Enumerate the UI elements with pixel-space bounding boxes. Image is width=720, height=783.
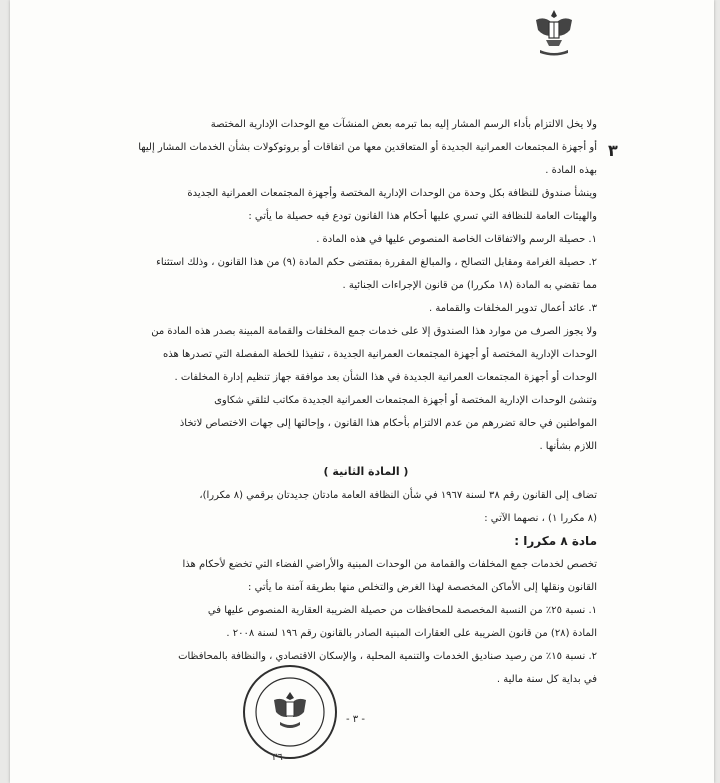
paragraph-4 (135, 389, 597, 458)
side-annotation: ٣ (608, 141, 618, 160)
article-two-heading: ( المادة الثانية ) (323, 465, 409, 478)
list-item: مما تقضي به المادة (١٨ مكررا) من قانون الإجراءات الجنائية . (342, 280, 597, 291)
paragraph-6 (135, 553, 597, 599)
text-line: المواطنين في حالة تضررهم من عدم الالتزام بأحكام هذا القانون ، وإحالتها إلى جهات الاختصاص لاتخاذ (179, 418, 597, 429)
article-8-bis-heading: مادة ٨ مكررا : (514, 534, 597, 548)
text-line: والهيئات العامة للنظافة التي تسري عليها أحكام هذا القانون تودع فيه حصيلة ما يأتي : (248, 211, 597, 222)
list-item: ٢. نسبة ١٥٪ من رصيد صناديق الخدمات والتنمية المحلية ، والإسكان الاقتصادي ، والنظافة بالمحافظات (178, 651, 597, 662)
text-line: وينشأ صندوق للنظافة بكل وحدة من الوحدات الإدارية المختصة وأجهزة المجتمعات العمرانية الجديدة (187, 188, 597, 199)
document-page (10, 0, 714, 783)
text-line: الوحدات الإدارية المختصة أو أجهزة المجتمعات العمرانية الجديدة ، تنفيذا للخطة المفصلة التي تصدرها هذه (163, 349, 597, 360)
text-line: تضاف إلى القانون رقم ٣٨ لسنة ١٩٦٧ في شأن النظافة العامة مادتان جديدتان برقمي (٨ مكررا)، (199, 490, 597, 501)
text-line: القانون ونقلها إلى الأماكن المخصصة لهذا الغرض والتخلص منها بطريقة آمنة ما يأتي : (248, 582, 597, 593)
text-line: تخصص لخدمات جمع المخلفات والقمامة من الوحدات المبنية والأراضي الفضاء التي تخضع لأحكام هذا (182, 559, 597, 570)
text-line: الوحدات أو أجهزة المجتمعات العمرانية الجديدة في هذا الشأن بعد موافقة جهاز تنظيم إدارة المخلفات . (174, 372, 597, 383)
text-line: وتنشئ الوحدات الإدارية المختصة أو أجهزة المجتمعات العمرانية الجديدة مكاتب لتلقي شكاوى (214, 395, 597, 406)
document-body (135, 113, 597, 691)
list-item: في بداية كل سنة مالية . (496, 674, 597, 685)
page-number: - ٣ - (346, 714, 365, 725)
text-line: (٨ مكررا ١) ، نصهما الآتي : (484, 513, 597, 524)
text-line: ولا يجوز الصرف من موارد هذا الصندوق إلا على خدمات جمع المخلفات والقمامة المبينة بصدر هذه المادة من (151, 326, 597, 337)
eagle-emblem-icon (532, 6, 576, 58)
text-line: بهذه المادة . (545, 165, 597, 176)
text-line: ولا يخل الالتزام بأداء الرسم المشار إليه بما تبرمه بعض المنشآت مع الوحدات الإدارية المختصة (210, 119, 597, 130)
list-item: ١. حصيلة الرسم والاتفاقات الخاصة المنصوص عليها في هذه المادة . (316, 234, 597, 245)
official-stamp-icon (240, 662, 340, 762)
text-line: اللازم بشأنها . (539, 441, 597, 452)
list-item: ٣. عائد أعمال تدوير المخلفات والقمامة . (428, 303, 597, 314)
paragraph-5 (135, 484, 597, 530)
paragraph-3 (135, 320, 597, 389)
fund-sources-list (135, 228, 597, 320)
list-item: ١. نسبة ٢٥٪ من النسبة المخصصة للمحافظات من حصيلة الضريبة العقارية المنصوص عليها في (207, 605, 597, 616)
allocation-list (135, 599, 597, 691)
text-line: أو أجهزة المجتمعات العمرانية الجديدة أو المتعاقدين معها من اتفاقات أو بروتوكولات بشأن الخدمات المشار إليها (138, 142, 597, 153)
paragraph-1 (135, 113, 597, 182)
stamp-date: ٣٦ (272, 752, 283, 763)
list-item: المادة (٢٨) من قانون الضريبة على العقارات المبنية الصادر بالقانون رقم ١٩٦ لسنة ٢٠٠٨ . (226, 628, 597, 639)
list-item: ٢. حصيلة الغرامة ومقابل التصالح ، والمبالغ المقررة بمقتضى حكم المادة (٩) من هذا القانون ، وذلك استثناء (156, 257, 597, 268)
paragraph-2 (135, 182, 597, 228)
